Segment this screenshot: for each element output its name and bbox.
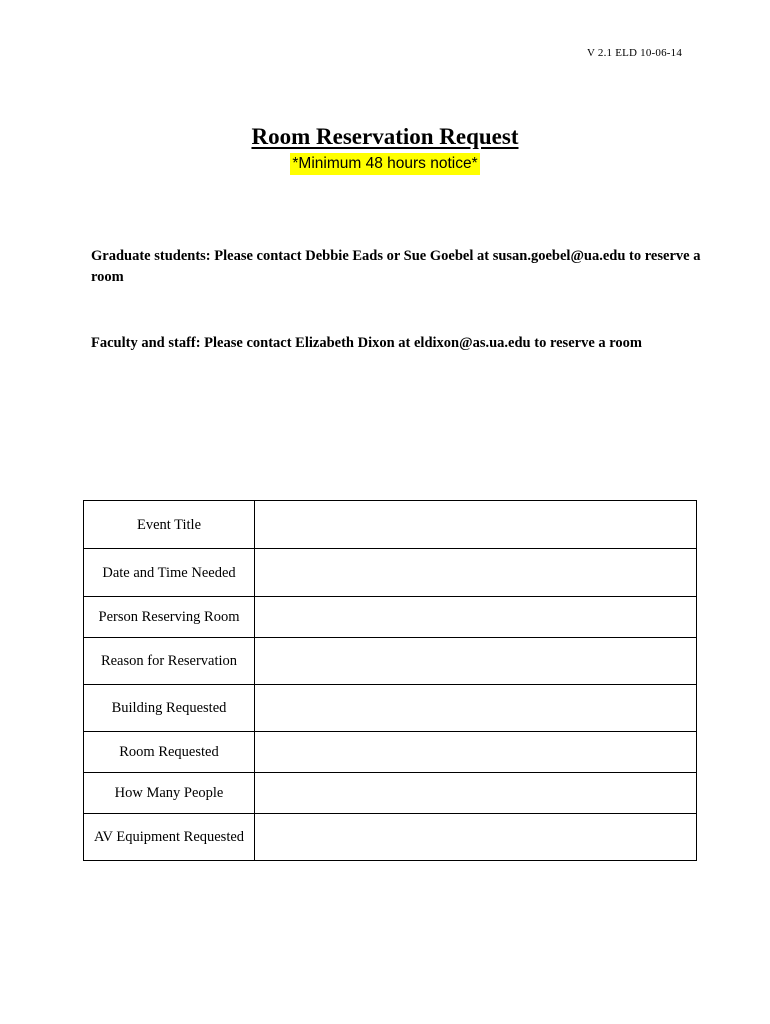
reservation-form-table [83,500,697,861]
table-row [84,638,697,685]
date-time-field[interactable] [255,549,697,597]
reason-label: Reason for Reservation [84,638,255,685]
building-label: Building Requested [84,685,255,732]
table-row [84,501,697,549]
event-title-label: Event Title [84,501,255,549]
reason-field[interactable] [255,638,697,685]
people-count-label: How Many People [84,773,255,814]
notice-container [0,153,770,175]
table-row [84,549,697,597]
av-equipment-label: AV Equipment Requested [84,814,255,861]
room-label: Room Requested [84,732,255,773]
version-stamp: V 2.1 ELD 10-06-14 [587,47,683,59]
person-reserving-field[interactable] [255,597,697,638]
event-title-field[interactable] [255,501,697,549]
table-row [84,814,697,861]
av-equipment-field[interactable] [255,814,697,861]
table-row [84,685,697,732]
table-row [84,597,697,638]
table-row [84,773,697,814]
table-row [84,732,697,773]
room-field[interactable] [255,732,697,773]
page-title: Room Reservation Request [251,124,519,149]
notice-highlight: *Minimum 48 hours notice* [290,153,479,175]
building-field[interactable] [255,685,697,732]
faculty-instructions: Faculty and staff: Please contact Elizabeth Dixon at eldixon@as.ua.edu to reserve a room [91,335,643,351]
graduate-instructions: Graduate students: Please contact Debbie Eads or Sue Goebel at susan.goebel@ua.edu to reserve a room [91,248,701,285]
people-count-field[interactable] [255,773,697,814]
person-reserving-label: Person Reserving Room [84,597,255,638]
date-time-label: Date and Time Needed [84,549,255,597]
